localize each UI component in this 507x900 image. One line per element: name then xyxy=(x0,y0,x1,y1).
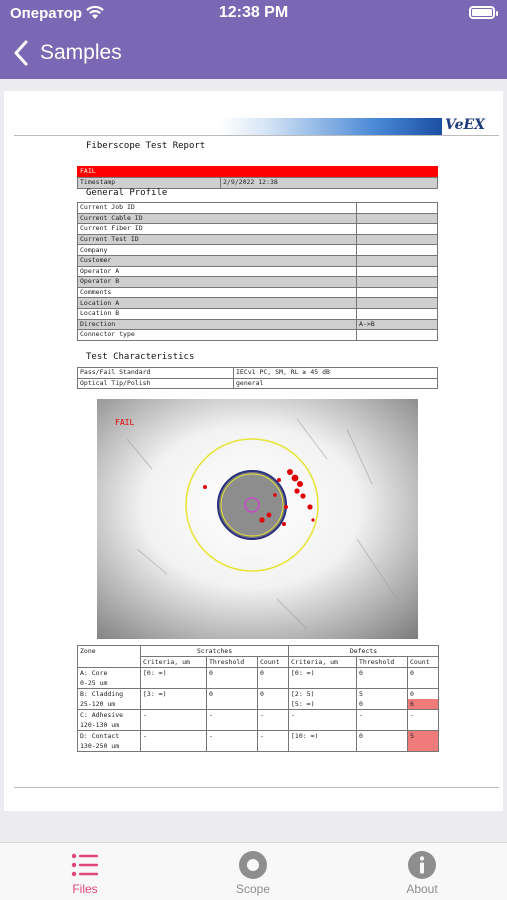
row-value xyxy=(357,245,438,256)
defect-threshold: - xyxy=(357,710,408,731)
defect-count-fail: 5 xyxy=(408,731,439,752)
table-row xyxy=(78,234,438,245)
zone-name: D: Contact xyxy=(80,732,120,740)
row-value: general xyxy=(234,378,438,389)
row-value xyxy=(357,266,438,277)
row-label: Operator B xyxy=(78,277,357,288)
row-value xyxy=(357,287,438,298)
row-value xyxy=(357,308,438,319)
scratch-count: - xyxy=(258,710,289,731)
report-viewer[interactable] xyxy=(0,79,507,842)
scratches-threshold-header: Threshold xyxy=(207,657,258,668)
list-icon xyxy=(70,850,100,880)
defects-count-header: Count xyxy=(408,657,439,668)
defect-criteria: [5: ∞) xyxy=(291,700,315,708)
defect-threshold: 0 xyxy=(357,668,408,689)
zone-row xyxy=(78,689,439,710)
row-label: Direction xyxy=(78,319,357,330)
row-label: Customer xyxy=(78,255,357,266)
defect-threshold: 5 xyxy=(359,690,363,698)
row-value xyxy=(357,330,438,341)
row-label: Location A xyxy=(78,298,357,309)
defect-criteria: [10: ∞) xyxy=(289,731,357,752)
row-label: Location B xyxy=(78,308,357,319)
scratch-count: 0 xyxy=(258,689,289,710)
scratch-threshold: - xyxy=(207,710,258,731)
row-label: Current Job ID xyxy=(78,203,357,214)
zone-row xyxy=(78,668,439,689)
row-label: Company xyxy=(78,245,357,256)
table-row xyxy=(78,368,438,379)
zone-range: 130-250 um xyxy=(80,742,120,750)
info-icon xyxy=(407,850,437,880)
report-title: Fiberscope Test Report xyxy=(86,141,206,151)
table-row xyxy=(78,277,438,288)
defect-criteria: [0: ∞) xyxy=(289,668,357,689)
row-value xyxy=(357,298,438,309)
table-row xyxy=(78,224,438,235)
row-label: Pass/Fail Standard xyxy=(78,368,234,379)
table-row xyxy=(78,266,438,277)
carrier-name: Оператор xyxy=(10,5,83,22)
row-label: Current Cable ID xyxy=(78,213,357,224)
image-result-label: FAIL xyxy=(115,418,135,427)
tab-label: Scope xyxy=(235,882,271,896)
chevron-left-icon xyxy=(12,39,30,67)
row-value xyxy=(357,213,438,224)
test-characteristics-title: Test Characteristics xyxy=(86,352,195,362)
defect-count: - xyxy=(408,710,439,731)
battery-icon xyxy=(469,6,495,19)
defect-count-fail: 6 xyxy=(408,699,438,709)
table-row xyxy=(78,308,438,319)
tab-bar xyxy=(0,842,507,900)
status-bar xyxy=(0,0,507,28)
row-label: Operator A xyxy=(78,266,357,277)
scratch-threshold: 0 xyxy=(207,689,258,710)
defect-criteria: [2: 5) xyxy=(291,690,315,698)
scratch-threshold: 0 xyxy=(207,668,258,689)
row-label: Current Fiber ID xyxy=(78,224,357,235)
timestamp-table xyxy=(77,177,438,189)
zone-range: 0-25 um xyxy=(80,679,108,687)
table-row xyxy=(78,319,438,330)
zone-range: 120-130 um xyxy=(80,721,120,729)
zone-name: A: Core xyxy=(80,669,108,677)
row-label: Connector type xyxy=(78,330,357,341)
table-row xyxy=(78,245,438,256)
footer-divider xyxy=(14,787,499,788)
general-profile-title: General Profile xyxy=(86,188,168,198)
table-row xyxy=(78,330,438,341)
scratch-threshold: - xyxy=(207,731,258,752)
tab-files[interactable] xyxy=(30,843,140,900)
row-value xyxy=(357,203,438,214)
fiber-endface-image xyxy=(97,399,418,639)
tab-about[interactable] xyxy=(367,843,477,900)
tab-label: About xyxy=(406,882,438,896)
header-band xyxy=(220,118,442,135)
scratches-criteria-header: Criteria, um xyxy=(141,657,207,668)
veex-logo: VeEX xyxy=(445,117,486,133)
status-time: 12:38 PM xyxy=(218,4,289,21)
scratch-criteria: - xyxy=(141,731,207,752)
test-characteristics-table xyxy=(77,367,438,389)
defects-header: Defects xyxy=(289,646,439,657)
defect-criteria: - xyxy=(289,710,357,731)
defect-count: 0 xyxy=(408,668,439,689)
tab-label: Files xyxy=(72,882,98,896)
defect-threshold: 0 xyxy=(359,700,363,708)
row-label: Current Test ID xyxy=(78,234,357,245)
zone-row xyxy=(78,710,439,731)
table-row xyxy=(78,203,438,214)
defect-count: 0 xyxy=(410,690,414,698)
tab-scope[interactable] xyxy=(198,843,308,900)
back-button[interactable] xyxy=(12,37,122,69)
scratches-count-header: Count xyxy=(258,657,289,668)
row-value: IECv1 PC, SM, RL ≥ 45 dB xyxy=(234,368,438,379)
zone-name: B: Cladding xyxy=(80,690,124,698)
scratch-criteria: - xyxy=(141,710,207,731)
row-value xyxy=(357,277,438,288)
defects-criteria-header: Criteria, um xyxy=(289,657,357,668)
table-row xyxy=(78,287,438,298)
navigation-bar xyxy=(0,0,507,79)
result-banner: FAIL xyxy=(77,166,438,177)
report-page xyxy=(4,91,503,811)
scratches-header: Scratches xyxy=(141,646,289,657)
general-profile-table xyxy=(77,202,438,341)
timestamp-value: 2/9/2022 12:38 xyxy=(221,178,438,189)
row-label: Optical Tip/Polish xyxy=(78,378,234,389)
scratch-criteria: [0: ∞) xyxy=(141,668,207,689)
defects-threshold-header: Threshold xyxy=(357,657,408,668)
zone-range: 25-120 um xyxy=(80,700,116,708)
scratch-count: - xyxy=(258,731,289,752)
back-label: Samples xyxy=(40,41,122,64)
zone-results-table xyxy=(77,645,439,752)
table-row xyxy=(78,298,438,309)
scratch-count: 0 xyxy=(258,668,289,689)
table-row xyxy=(78,378,438,389)
row-value xyxy=(357,224,438,235)
row-value xyxy=(357,234,438,245)
zone-header: Zone xyxy=(78,646,141,668)
timestamp-label: Timestamp xyxy=(78,178,221,189)
defect-threshold: 0 xyxy=(357,731,408,752)
zone-row xyxy=(78,731,439,752)
row-value: A->B xyxy=(357,319,438,330)
table-row xyxy=(78,213,438,224)
row-value xyxy=(357,255,438,266)
scratch-criteria: [3: ∞) xyxy=(141,689,207,710)
table-row xyxy=(78,255,438,266)
scope-icon xyxy=(238,850,268,880)
header-divider xyxy=(14,135,499,136)
zone-name: C: Adhesive xyxy=(80,711,124,719)
row-label: Comments xyxy=(78,287,357,298)
